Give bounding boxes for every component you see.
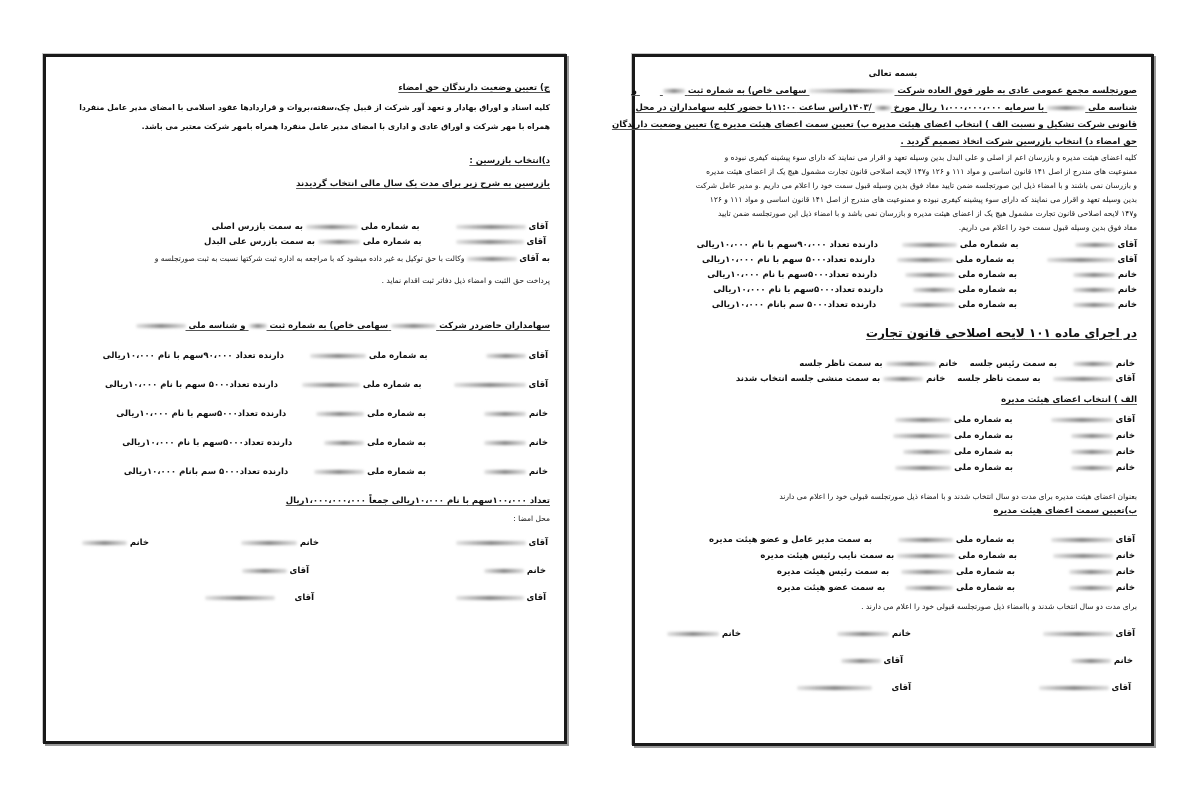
officer-title: آقای xyxy=(1115,374,1135,384)
signatory-title: خانم xyxy=(299,538,319,548)
signature-item xyxy=(241,539,319,548)
signatories-paragraph-line-1: کلیه اسناد و اوراق بهادار و تعهد آور شرکت از قبیل چک،سفته،بروات و قراردادها عقود اسلامی با امضای مدیر عامل منفردا xyxy=(79,103,550,112)
redacted-company-name xyxy=(809,89,894,93)
intro-text: /۱۴۰۳راس ساعت ۱۱:۰۰با حضور کلیه سهامداران در محل xyxy=(635,103,872,113)
signature-item xyxy=(82,539,149,548)
board-member-row xyxy=(903,448,1135,457)
signatory-title: خانم xyxy=(526,566,546,576)
shareholder-title: خانم xyxy=(1117,270,1137,280)
redacted-registration-number xyxy=(663,89,685,93)
shareholder-row xyxy=(124,468,548,477)
redacted-name xyxy=(1069,570,1113,574)
redacted-national-id xyxy=(302,383,360,387)
redacted-national-id xyxy=(136,324,186,328)
redacted-name xyxy=(883,377,923,381)
position-row xyxy=(709,536,1135,545)
shareholders-heading-text: و شناسه ملی xyxy=(188,321,246,331)
national-id-label: به شماره ملی xyxy=(368,351,428,361)
shareholding: دارنده تعداد۵۰۰۰سهم با نام ۱۰،۰۰۰ریالی xyxy=(707,270,878,280)
signature-item xyxy=(205,594,314,603)
redacted-national-id xyxy=(905,273,955,277)
redacted-date xyxy=(875,106,891,110)
redacted-name xyxy=(1071,659,1111,663)
signatory-title: آقای xyxy=(891,683,911,693)
total-shares-line: تعداد ۱۰۰،۰۰۰سهم با نام ۱۰،۰۰۰ریالی جمعاً ۱،۰۰۰،۰۰۰،۰۰۰ریال xyxy=(285,496,550,506)
intro-text: شناسه ملی xyxy=(1088,103,1137,113)
intro-text: صورتجلسه مجمع عمومی عادی به طور فوق العاده شرکت xyxy=(897,86,1137,96)
intro-text: و xyxy=(631,86,637,96)
national-id-label: به شماره ملی xyxy=(954,447,1013,457)
officer-title: خانم xyxy=(926,374,946,384)
shareholder-title: آقای xyxy=(1117,255,1137,265)
redacted-name xyxy=(1075,243,1115,247)
redacted-name xyxy=(454,383,526,387)
redacted-name xyxy=(242,569,287,573)
article-101-heading: در اجرای ماده ۱۰۱ لایحه اصلاحی قانون تجارت xyxy=(865,326,1137,340)
signatory-title: آقای xyxy=(289,566,309,576)
signatory-title: خانم xyxy=(1113,656,1133,666)
inspector-row xyxy=(204,238,546,247)
signatory-title: آقای xyxy=(1115,629,1135,639)
redacted-name xyxy=(1051,418,1113,422)
signature-item xyxy=(841,657,903,666)
shareholders-heading xyxy=(136,322,550,331)
signature-item xyxy=(837,630,911,639)
signature-item xyxy=(797,684,911,693)
national-id-label: به شماره ملی xyxy=(955,255,1015,265)
shareholder-title: آقای xyxy=(1117,240,1137,250)
proxy-line-2: پرداخت حق الثبت و امضاء ذیل دفاتر ثبت اقدام نماید . xyxy=(381,276,550,285)
positions-heading: ب)تعیین سمت اعضای هیئت مدیره xyxy=(993,506,1137,516)
shareholding: دارنده تعداد ۹۰،۰۰۰سهم با نام ۱۰،۰۰۰ریالی xyxy=(696,240,878,250)
redacted-national-id xyxy=(895,466,951,470)
shareholder-row xyxy=(103,352,548,361)
shareholder-title: خانم xyxy=(1117,285,1137,295)
board-role: به سمت رئیس هیئت مدیره xyxy=(776,567,890,577)
intro-text: سهامی خاص) به شماره ثبت xyxy=(687,86,807,96)
redacted-name xyxy=(467,257,517,261)
redacted-name xyxy=(1073,288,1115,292)
board-role: به سمت نایب رئیس هیئت مدیره xyxy=(760,551,895,561)
national-id-label: به شماره ملی xyxy=(958,300,1017,310)
redacted-name xyxy=(456,240,524,244)
shareholder-title: خانم xyxy=(528,409,548,419)
signatory-title: خانم xyxy=(891,629,911,639)
shareholder-row xyxy=(105,381,548,390)
redacted-name xyxy=(456,596,524,600)
national-id-label: به شماره ملی xyxy=(956,567,1015,577)
redacted-name xyxy=(484,441,526,445)
document-page-right xyxy=(611,54,1154,746)
member-title: خانم xyxy=(1115,463,1135,473)
declaration-line: مفاد فوق بدین وسیله قبول سمت خود را اعلام می داریم. xyxy=(958,223,1137,232)
meeting-officers-line-1 xyxy=(799,360,1135,369)
member-title: خانم xyxy=(1115,583,1135,593)
redacted-registration-number xyxy=(249,324,267,328)
signature-item xyxy=(1043,630,1135,639)
redacted-name xyxy=(1071,434,1113,438)
position-row xyxy=(777,584,1135,593)
redacted-name xyxy=(797,686,872,690)
redacted-name xyxy=(484,569,524,573)
redacted-name xyxy=(82,541,127,545)
national-id-label: به شماره ملی xyxy=(958,285,1017,295)
document-page-left xyxy=(43,54,567,744)
redacted-national-id xyxy=(314,470,364,474)
officer-role: به سمت منشی جلسه انتخاب شدند xyxy=(735,374,881,384)
redacted-name xyxy=(484,412,526,416)
shareholding: دارنده تعداد۵۰۰۰ سهم با نام ۱۰،۰۰۰ریالی xyxy=(105,380,278,390)
proxy-text: وکالت با حق توکیل به غیر داده میشود که با مراجعه به اداره ثبت شرکتها نسبت به ثبت صورتجلسه و xyxy=(154,254,465,263)
signatory-title: آقای xyxy=(294,593,314,603)
redacted-name xyxy=(241,541,297,545)
shareholder-title: خانم xyxy=(528,467,548,477)
redacted-name xyxy=(667,632,719,636)
signatory-title: خانم xyxy=(129,538,149,548)
redacted-national-id xyxy=(905,586,953,590)
shareholder-title: آقای xyxy=(528,380,548,390)
board-role: به سمت مدیر عامل و عضو هیئت مدیره xyxy=(709,535,872,545)
shareholding: دارنده تعداد ۹۰،۰۰۰سهم با نام ۱۰،۰۰۰ریالی xyxy=(102,351,284,361)
redacted-national-id xyxy=(316,412,364,416)
inspector-row xyxy=(212,223,548,232)
shareholding: دارنده تعداد۵۰۰۰سهم با نام ۱۰،۰۰۰ریالی xyxy=(116,409,287,419)
intro-line-4: حق امضاء د) انتخاب بازرسین شرکت اتخاذ تصمیم گردید . xyxy=(900,137,1137,147)
signature-place-label: محل امضا : xyxy=(513,514,550,523)
position-row xyxy=(760,552,1135,561)
signature-item xyxy=(456,594,546,603)
redacted-name xyxy=(1073,362,1113,366)
national-id-label: به شماره ملی xyxy=(953,415,1013,425)
shareholder-row xyxy=(702,256,1137,265)
redacted-national-id xyxy=(901,570,953,574)
positions-acceptance-note: برای مدت دو سال انتخاب شدند و باامضاء ذیل صورتجلسه قبولی خود را اعلام می دارند . xyxy=(861,602,1137,611)
redacted-name xyxy=(1053,377,1113,381)
redacted-name xyxy=(456,225,526,229)
redacted-national-id xyxy=(324,441,364,445)
redacted-national-id xyxy=(895,418,951,422)
shareholder-row xyxy=(116,410,548,419)
board-acceptance-note: بعنوان اعضای هیئت مدیره برای مدت دو سال انتخاب شدند و با امضاء ذیل صورتجلسه قبولی خود را اعلام می دارند xyxy=(779,492,1137,501)
member-title: آقای xyxy=(1115,415,1135,425)
bismillah-header: بسمه تعالی xyxy=(868,69,918,79)
shareholders-heading-text: سهامی خاص) به شماره ثبت xyxy=(269,321,389,331)
inspector-role: به سمت بازرس اصلی xyxy=(211,222,303,232)
national-id-label: به شماره ملی xyxy=(954,431,1013,441)
inspector-title: آقای xyxy=(526,237,546,247)
heading-inspectors: د)انتخاب بازرسین : xyxy=(469,156,550,166)
national-id-label: به شماره ملی xyxy=(367,467,426,477)
national-id-label: به شماره ملی xyxy=(958,551,1017,561)
shareholder-row xyxy=(713,286,1137,295)
officer-role: به سمت ناظر جلسه xyxy=(799,359,883,369)
declaration-line: بدین وسیله تعهد و اقرار می نمایند که دارای سوء پیشینه کیفری نبوده و ممنوعیت های مندرج از اصل ۱۴۱ قانون اساسی و مواد ۱۱۱ و ۱۲۶ xyxy=(709,195,1137,204)
shareholder-row xyxy=(697,241,1137,250)
meeting-officers-line-2 xyxy=(736,375,1135,384)
board-election-heading: الف ) انتخاب اعضای هیئت مدیره xyxy=(1001,395,1137,405)
signature-item xyxy=(484,567,546,576)
redacted-name xyxy=(1047,258,1115,262)
shareholding: دارنده تعداد۵۰۰۰سهم با نام ۱۰،۰۰۰ریالی xyxy=(713,285,884,295)
signature-item xyxy=(1071,657,1133,666)
redacted-name xyxy=(484,470,526,474)
declaration-line: و بازرسان نمی باشند و با امضاء ذیل این صورتجلسه ضمن تایید مفاد فوق بدین وسیله قبول سمت خود را اعلام می داریم .و مدیر عامل شرکت xyxy=(695,181,1137,190)
signature-item xyxy=(1039,684,1131,693)
proxy-line-1 xyxy=(155,255,550,264)
declaration-line: کلیه اعضای هیئت مدیره و بازرسان اعم از اصلی و علی البدل بدین وسیله تعهد و اقرار می نمایند که دارای سوء پیشینه کیفری نبوده و xyxy=(724,153,1137,162)
member-title: خانم xyxy=(1115,551,1135,561)
intro-line-3: قانونی شرکت تشکیل و نسبت الف ) انتخاب اعضای هیئت مدیره ب) تعیین سمت اعضای هیئت مدیره ج) تعیین وضعیت دارندگان xyxy=(611,120,1137,130)
declaration-line: ممنوعیت های مندرج از اصل ۱۴۱ قانون اساسی و مواد ۱۱۱ و ۱۲۶ و۱۴۷ لایحه اصلاحی قانون تجارت مشمول هیچ یک از اعضای هیئت مدیره xyxy=(706,167,1137,176)
proxy-title: به آقای xyxy=(519,254,550,264)
intro-text: با سرمایه ۱،۰۰۰،۰۰۰،۰۰۰ ریال مورخ xyxy=(893,103,1045,113)
national-id-label: به شماره ملی xyxy=(959,240,1019,250)
declaration-line: و۱۴۷ لایحه اصلاحی قانون تجارت مشمول هیچ یک از اعضای هیئت مدیره و بازرسان نمی باشد و با امضاء ذیل این صورتجلسه ضمن تایید xyxy=(718,209,1137,218)
shareholder-title: آقای xyxy=(528,351,548,361)
redacted-name xyxy=(1073,303,1115,307)
inspector-title: آقای xyxy=(528,222,548,232)
redacted-name xyxy=(1043,632,1113,636)
redacted-name xyxy=(1071,466,1113,470)
redacted-name xyxy=(1071,450,1113,454)
board-role: به سمت عضو هیئت مدیره xyxy=(776,583,886,593)
signatory-title: خانم xyxy=(721,629,741,639)
shareholding: دارنده تعداد۵۰۰۰ سهم با نام ۱۰،۰۰۰ریالی xyxy=(702,255,875,265)
redacted-national-id xyxy=(893,434,951,438)
redacted-national-id xyxy=(897,554,955,558)
heading-signatories: ج) تعیین وضعیت دارندگان حق امضاء xyxy=(398,83,550,93)
signatory-title: آقای xyxy=(526,593,546,603)
signatory-title: آقای xyxy=(1111,683,1131,693)
shareholding: دارنده تعداد۵۰۰۰ سم بانام ۱۰،۰۰۰ریالی xyxy=(123,467,289,477)
inspectors-intro: بازرسین به شرح زیر برای مدت یک سال مالی انتخاب گردیدند xyxy=(296,179,550,189)
intro-line-2 xyxy=(635,104,1137,113)
member-title: خانم xyxy=(1115,567,1135,577)
signatories-paragraph-line-2: همراه با مهر شرکت و اوراق عادی و اداری با امضای مدیر عامل منفردا همراه بامهر شرکت معتبر می باشد. xyxy=(141,122,550,131)
shareholder-row xyxy=(707,271,1137,280)
signature-item xyxy=(667,630,741,639)
redacted-national-id xyxy=(913,288,955,292)
inspector-role: به سمت بازرس علی البدل xyxy=(204,237,315,247)
redacted-name xyxy=(486,354,526,358)
national-id-label: به شماره ملی xyxy=(955,535,1015,545)
national-id-label: به شماره ملی xyxy=(362,380,422,390)
officer-title: خانم xyxy=(1115,359,1135,369)
shareholder-title: خانم xyxy=(528,438,548,448)
officer-role: به سمت رئیس جلسه xyxy=(969,359,1057,369)
board-member-row xyxy=(893,432,1135,441)
national-id-label: به شماره ملی xyxy=(362,237,422,247)
redacted-name xyxy=(205,596,275,600)
board-member-row xyxy=(895,416,1135,425)
signature-item xyxy=(242,567,309,576)
member-title: خانم xyxy=(1115,447,1135,457)
redacted-name xyxy=(1039,686,1109,690)
redacted-national-id xyxy=(306,225,358,229)
redacted-name xyxy=(837,632,889,636)
board-member-row xyxy=(895,464,1135,473)
redacted-national-id xyxy=(900,303,955,307)
redacted-name xyxy=(886,362,936,366)
redacted-national-id xyxy=(897,258,953,262)
redacted-name xyxy=(456,541,526,545)
redacted-name xyxy=(1051,538,1113,542)
signatory-title: آقای xyxy=(528,538,548,548)
redacted-national-id xyxy=(318,240,360,244)
national-id-label: به شماره ملی xyxy=(958,270,1017,280)
shareholder-row xyxy=(122,439,548,448)
shareholders-heading-text: سهامداران حاضردر شرکت xyxy=(439,321,550,331)
national-id-label: به شماره ملی xyxy=(360,222,420,232)
officer-role: به سمت ناظر جلسه xyxy=(957,374,1041,384)
signatory-title: آقای xyxy=(883,656,903,666)
national-id-label: به شماره ملی xyxy=(954,463,1013,473)
shareholding: دارنده تعداد۵۰۰۰ سم بانام ۱۰،۰۰۰ریالی xyxy=(711,300,877,310)
redacted-name xyxy=(841,659,881,663)
intro-line-1 xyxy=(632,87,1137,96)
officer-title: خانم xyxy=(938,359,958,369)
shareholding: دارنده تعداد۵۰۰۰سهم با نام ۱۰،۰۰۰ریالی xyxy=(122,438,293,448)
shareholder-row xyxy=(712,301,1137,310)
redacted-national-id xyxy=(310,354,366,358)
member-title: خانم xyxy=(1115,431,1135,441)
shareholder-title: خانم xyxy=(1117,300,1137,310)
redacted-name xyxy=(1073,273,1115,277)
member-title: آقای xyxy=(1115,535,1135,545)
national-id-label: به شماره ملی xyxy=(956,583,1015,593)
redacted-national-id xyxy=(898,538,953,542)
national-id-label: به شماره ملی xyxy=(367,409,426,419)
redacted-name xyxy=(1069,586,1113,590)
redacted-national-id xyxy=(902,243,957,247)
redacted-national-id xyxy=(1047,106,1085,110)
redacted-company-name xyxy=(391,324,436,328)
signature-item xyxy=(456,539,548,548)
redacted-name xyxy=(1053,554,1113,558)
national-id-label: به شماره ملی xyxy=(367,438,426,448)
position-row xyxy=(777,568,1135,577)
redacted-national-id xyxy=(903,450,951,454)
